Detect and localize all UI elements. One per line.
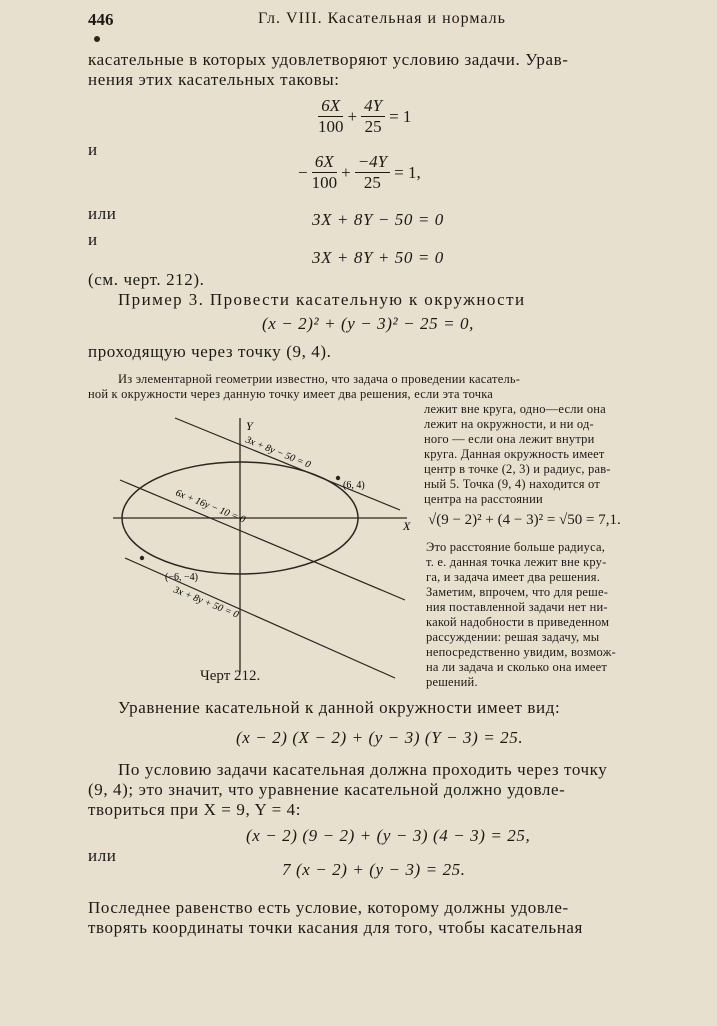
conjunction: и xyxy=(88,230,98,249)
equation-4: 3X + 8Y + 50 = 0 xyxy=(312,248,444,267)
small-text-line: центр в точке (2, 3) и радиус, рав- xyxy=(424,462,611,476)
text-line: Последнее равенство есть условие, которому должны удовле- xyxy=(88,898,569,917)
small-text-line: рассуждении: решая задачу, мы xyxy=(426,630,600,644)
fraction xyxy=(361,96,385,137)
small-text-line: Из элементарной геометрии известно, что задача о проведении касатель- xyxy=(118,372,521,386)
tangent-point xyxy=(336,476,340,480)
operator: − xyxy=(298,162,308,182)
rhs: = 1 xyxy=(389,106,412,126)
small-text-line: непосредственно увидим, возмож- xyxy=(426,645,616,659)
small-text-line: центра на расстоянии xyxy=(424,492,543,506)
conjunction: и xyxy=(88,140,98,159)
denominator: 25 xyxy=(364,117,382,136)
point-label: (−6, −4) xyxy=(165,572,198,583)
text-line: твориться при X = 9, Y = 4: xyxy=(88,800,302,819)
equation-2 xyxy=(298,152,421,193)
small-text-line: какой надобности в приведенном xyxy=(426,615,610,629)
denominator: 25 xyxy=(363,173,381,192)
circle-equation: (x − 2)² + (y − 3)² − 25 = 0, xyxy=(262,314,474,333)
small-text-line: на ли задача и сколько она имеет xyxy=(426,660,608,674)
numerator: −4Y xyxy=(355,152,390,173)
small-text-line: решений. xyxy=(426,675,478,689)
point-label: (6, 4) xyxy=(343,480,365,491)
operator: + xyxy=(341,162,351,182)
y-axis-label: Y xyxy=(246,419,253,433)
small-text-line: ния поставленной задачи нет ни- xyxy=(426,600,608,614)
tangent-line-middle xyxy=(120,480,405,600)
small-text-line: ный 5. Точка (9, 4) находится от xyxy=(424,477,601,491)
substitution-equation: (x − 2) (9 − 2) + (y − 3) (4 − 3) = 25, xyxy=(246,826,531,845)
small-text-line: ного — если она лежит внутри xyxy=(424,432,595,446)
small-text-line: круга. Данная окружность имеет xyxy=(424,447,605,461)
small-text-line: Это расстояние больше радиуса, xyxy=(426,540,606,554)
small-text-line: лежит на окружности, и ни од- xyxy=(424,417,594,431)
bullet-mark xyxy=(94,36,100,42)
fraction xyxy=(318,96,344,137)
text-line: касательные в которых удовлетворяют условию задачи. Урав- xyxy=(88,50,569,69)
tangent-label: 3x + 8y + 50 = 0 xyxy=(171,584,241,621)
text-line: проходящую через точку (9, 4). xyxy=(88,342,332,361)
small-text-line: лежит вне круга, одно—если она xyxy=(424,402,606,416)
tangent-point xyxy=(140,556,144,560)
simplified-equation: 7 (x − 2) + (y − 3) = 25. xyxy=(282,860,466,879)
distance-formula: √(9 − 2)² + (4 − 3)² = √50 = 7,1. xyxy=(428,512,621,528)
page-number: 446 xyxy=(88,10,114,29)
x-axis-label: X xyxy=(403,519,411,533)
text-line: нения этих касательных таковы: xyxy=(88,70,340,89)
figure-212 xyxy=(105,410,425,680)
tangent-equation: (x − 2) (X − 2) + (y − 3) (Y − 3) = 25. xyxy=(236,728,524,747)
example-heading: Пример 3. Провести касательную к окружности xyxy=(118,290,526,309)
text-line: По условию задачи касательная должна проходить через точку xyxy=(118,760,608,779)
small-text-line: ной к окружности через данную точку имеет два решения, если эта точка xyxy=(88,387,494,401)
denominator: 100 xyxy=(318,117,344,136)
figure-reference: (см. черт. 212). xyxy=(88,270,205,289)
conjunction: или xyxy=(88,846,117,865)
running-title: Гл. VIII. Касательная и нормаль xyxy=(258,10,506,27)
operator: + xyxy=(347,106,358,126)
fraction xyxy=(355,152,390,193)
text-line: творять координаты точки касания для того, чтобы касательная xyxy=(88,918,583,937)
rhs: = 1, xyxy=(394,162,421,182)
numerator: 6X xyxy=(318,96,343,117)
small-text-line: Заметим, впрочем, что для реше- xyxy=(426,585,609,599)
fraction xyxy=(312,152,338,193)
text-line: Уравнение касательной к данной окружности имеет вид: xyxy=(118,698,561,717)
figure-caption: Черт 212. xyxy=(200,668,261,684)
small-text-line: га, и задача имеет два решения. xyxy=(426,570,601,584)
numerator: 6X xyxy=(312,152,337,173)
equation-1 xyxy=(318,96,411,137)
text-line: (9, 4); это значит, что уравнение касательной должно удовле- xyxy=(88,780,566,799)
page-header xyxy=(88,10,678,34)
denominator: 100 xyxy=(311,173,338,192)
conjunction: или xyxy=(88,204,117,223)
numerator: 4Y xyxy=(361,96,385,117)
tangent-label: 3x + 8y − 50 = 0 xyxy=(243,434,313,471)
equation-3: 3X + 8Y − 50 = 0 xyxy=(312,210,444,229)
small-text-line: т. е. данная точка лежит вне кру- xyxy=(426,555,607,569)
tangent-label: 6x + 16y − 10 = 0 xyxy=(173,487,247,526)
